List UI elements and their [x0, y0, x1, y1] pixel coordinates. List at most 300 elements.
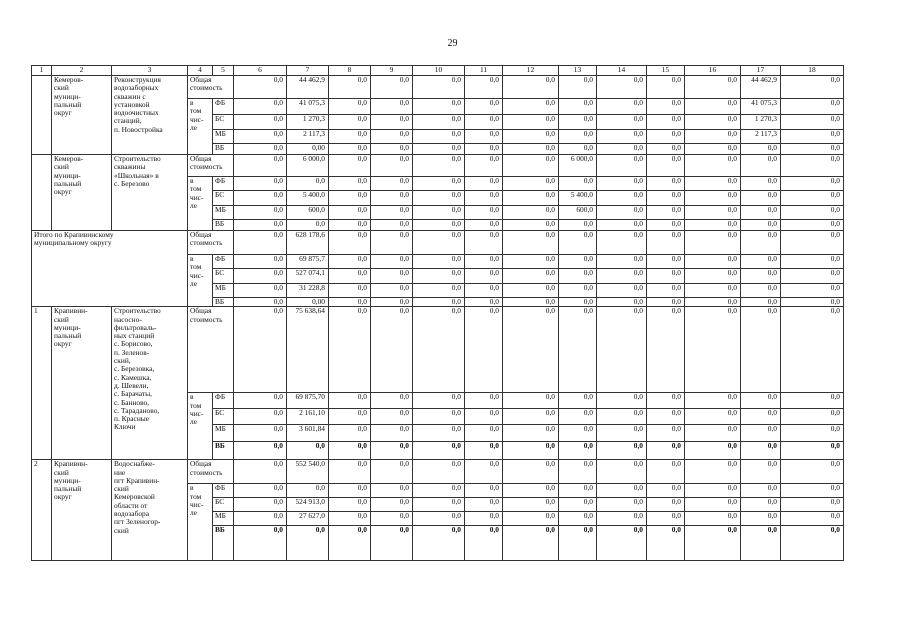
value-cell: 0,0 — [781, 231, 844, 255]
source-code: МБ — [213, 512, 234, 526]
value-cell: 0,0 — [597, 298, 647, 307]
value-cell: 0,0 — [741, 284, 781, 298]
value-cell: 0,0 — [559, 409, 597, 425]
value-cell: 0,0 — [371, 144, 413, 155]
value-cell: 0,0 — [371, 76, 413, 99]
project-description: Водоснабже- ние пгт Крапивин- ский Кемеровской области от водозабора пгт Зеленогор- ский — [112, 460, 188, 561]
value-cell: 0,0 — [234, 231, 287, 255]
value-cell: 0,0 — [503, 425, 559, 442]
value-cell: 0,0 — [685, 115, 741, 130]
value-cell: 0,0 — [741, 144, 781, 155]
value-cell: 0,0 — [465, 130, 503, 144]
value-cell: 0,0 — [234, 307, 287, 393]
value-cell: 0,0 — [559, 99, 597, 115]
value-cell: 0,0 — [465, 307, 503, 393]
value-cell: 0,0 — [741, 498, 781, 512]
value-cell: 0,0 — [597, 409, 647, 425]
value-cell: 0,0 — [465, 269, 503, 284]
value-cell: 0,0 — [741, 231, 781, 255]
source-code: МБ — [213, 425, 234, 442]
source-code: ВБ — [213, 442, 234, 460]
source-code: ВБ — [213, 220, 234, 231]
value-cell: 0,0 — [287, 442, 329, 460]
value-cell: 0,0 — [413, 512, 465, 526]
value-cell: 0,0 — [559, 460, 597, 484]
value-cell: 0,0 — [371, 99, 413, 115]
value-cell: 0,0 — [685, 220, 741, 231]
value-cell: 0,0 — [465, 206, 503, 220]
incl-label: в том чис- ле — [188, 484, 213, 561]
incl-label: в том чис- ле — [188, 99, 213, 155]
value-cell: 0,0 — [781, 484, 844, 498]
value-cell: 0,0 — [465, 99, 503, 115]
column-header: 5 — [213, 66, 234, 76]
value-cell: 0,0 — [234, 255, 287, 269]
value-cell: 0,0 — [741, 484, 781, 498]
value-cell: 0,0 — [371, 498, 413, 512]
value-cell: 2 161,10 — [287, 409, 329, 425]
source-code: ФБ — [213, 393, 234, 409]
value-cell: 0,0 — [741, 298, 781, 307]
value-cell: 0,0 — [329, 498, 371, 512]
value-cell: 41 075,3 — [287, 99, 329, 115]
incl-label: в том чис- ле — [188, 177, 213, 231]
value-cell: 0,0 — [234, 498, 287, 512]
total-label: Общая стоимость — [188, 76, 234, 99]
source-code: МБ — [213, 206, 234, 220]
value-cell: 0,0 — [234, 284, 287, 298]
value-cell: 0,0 — [597, 115, 647, 130]
source-code: БС — [213, 191, 234, 206]
value-cell: 0,0 — [371, 255, 413, 269]
value-cell: 0,0 — [685, 498, 741, 512]
value-cell: 0,0 — [559, 512, 597, 526]
value-cell: 0,0 — [559, 76, 597, 99]
value-cell: 0,0 — [741, 269, 781, 284]
value-cell: 0,0 — [685, 255, 741, 269]
value-cell: 0,0 — [329, 130, 371, 144]
value-cell: 0,0 — [781, 442, 844, 460]
value-cell: 0,0 — [647, 284, 685, 298]
value-cell: 0,0 — [503, 99, 559, 115]
column-header: 15 — [647, 66, 685, 76]
value-cell: 2 117,3 — [741, 130, 781, 144]
value-cell: 0,0 — [647, 512, 685, 526]
budget-table — [31, 65, 844, 561]
value-cell: 0,0 — [597, 512, 647, 526]
value-cell: 0,0 — [597, 231, 647, 255]
page-number: 29 — [447, 38, 458, 49]
value-cell: 0,0 — [741, 526, 781, 561]
value-cell: 0,0 — [465, 393, 503, 409]
value-cell: 0,0 — [465, 442, 503, 460]
value-cell: 0,0 — [741, 512, 781, 526]
value-cell: 0,0 — [647, 130, 685, 144]
incl-label: в том чис- ле — [188, 393, 213, 460]
value-cell: 0,0 — [503, 409, 559, 425]
value-cell: 0,0 — [647, 76, 685, 99]
value-cell: 0,0 — [741, 393, 781, 409]
value-cell: 0,00 — [287, 298, 329, 307]
value-cell: 0,0 — [465, 76, 503, 99]
value-cell: 69 875,7 — [287, 255, 329, 269]
value-cell: 0,0 — [234, 191, 287, 206]
column-header: 4 — [188, 66, 213, 76]
source-code: ФБ — [213, 255, 234, 269]
value-cell: 0,0 — [685, 231, 741, 255]
value-cell: 2 117,3 — [287, 130, 329, 144]
value-cell: 0,0 — [597, 206, 647, 220]
value-cell: 0,0 — [329, 255, 371, 269]
value-cell: 0,0 — [647, 220, 685, 231]
value-cell: 0,0 — [741, 177, 781, 191]
value-cell: 0,0 — [685, 269, 741, 284]
value-cell: 0,0 — [559, 269, 597, 284]
value-cell: 5 400,0 — [559, 191, 597, 206]
value-cell: 0,0 — [685, 206, 741, 220]
value-cell: 41 075,3 — [741, 99, 781, 115]
source-code: ВБ — [213, 526, 234, 561]
source-code: ФБ — [213, 177, 234, 191]
value-cell: 0,0 — [647, 155, 685, 177]
value-cell: 0,0 — [234, 177, 287, 191]
value-cell: 0,0 — [647, 526, 685, 561]
value-cell: 0,0 — [685, 155, 741, 177]
value-cell: 0,0 — [413, 526, 465, 561]
column-header: 14 — [597, 66, 647, 76]
value-cell: 0,0 — [329, 155, 371, 177]
value-cell: 0,0 — [685, 284, 741, 298]
value-cell: 0,0 — [597, 130, 647, 144]
value-cell: 0,0 — [503, 498, 559, 512]
value-cell: 0,0 — [685, 298, 741, 307]
value-cell: 0,0 — [559, 115, 597, 130]
value-cell: 0,0 — [234, 512, 287, 526]
value-cell: 0,0 — [234, 425, 287, 442]
value-cell: 0,0 — [413, 298, 465, 307]
value-cell: 0,0 — [371, 526, 413, 561]
value-cell: 0,0 — [413, 425, 465, 442]
value-cell: 0,0 — [647, 115, 685, 130]
column-header: 7 — [287, 66, 329, 76]
value-cell: 0,0 — [781, 220, 844, 231]
value-cell: 0,0 — [413, 76, 465, 99]
column-header: 2 — [52, 66, 112, 76]
column-header: 16 — [685, 66, 741, 76]
value-cell: 0,0 — [781, 284, 844, 298]
column-header: 3 — [112, 66, 188, 76]
municipality-name: Кемеров- ский муници- пальный округ — [52, 155, 112, 231]
project-description: Строительство скважины «Школьная» в с. Березово — [112, 155, 188, 231]
row-number: 1 — [32, 307, 52, 460]
value-cell: 6 000,0 — [559, 155, 597, 177]
value-cell: 0,0 — [781, 526, 844, 561]
value-cell: 0,0 — [413, 498, 465, 512]
value-cell: 0,0 — [371, 409, 413, 425]
value-cell: 0,0 — [371, 512, 413, 526]
row-number: 2 — [32, 460, 52, 561]
value-cell: 0,0 — [781, 155, 844, 177]
value-cell: 0,0 — [647, 177, 685, 191]
value-cell: 0,0 — [647, 255, 685, 269]
value-cell: 0,0 — [329, 484, 371, 498]
value-cell: 0,0 — [597, 425, 647, 442]
source-code: ФБ — [213, 484, 234, 498]
table-row — [32, 307, 844, 393]
value-cell: 0,0 — [234, 484, 287, 498]
project-description: Реконструкция водозаборных скважин с установкой водоочистных станций, п. Новостройка — [112, 76, 188, 155]
value-cell: 0,0 — [685, 99, 741, 115]
value-cell: 0,0 — [597, 76, 647, 99]
value-cell: 0,0 — [647, 298, 685, 307]
value-cell: 0,0 — [559, 425, 597, 442]
value-cell: 0,0 — [503, 307, 559, 393]
value-cell: 552 540,0 — [287, 460, 329, 484]
municipality-name: Крапивин- ский муници- пальный округ — [52, 307, 112, 460]
value-cell: 0,0 — [234, 206, 287, 220]
value-cell: 0,0 — [371, 155, 413, 177]
municipality-name: Крапивин- ский муници- пальный округ — [52, 460, 112, 561]
value-cell: 27 627,0 — [287, 512, 329, 526]
value-cell: 0,0 — [781, 76, 844, 99]
column-header: 6 — [234, 66, 287, 76]
table-row — [32, 460, 844, 484]
value-cell: 0,0 — [685, 130, 741, 144]
value-cell: 6 000,0 — [287, 155, 329, 177]
value-cell: 0,0 — [234, 269, 287, 284]
value-cell: 0,0 — [503, 298, 559, 307]
value-cell: 0,0 — [234, 130, 287, 144]
value-cell: 0,0 — [503, 76, 559, 99]
value-cell: 0,0 — [371, 298, 413, 307]
value-cell: 0,0 — [597, 484, 647, 498]
value-cell: 0,0 — [329, 99, 371, 115]
value-cell: 0,0 — [287, 220, 329, 231]
table-row — [32, 66, 844, 76]
value-cell: 0,0 — [329, 115, 371, 130]
value-cell: 524 913,0 — [287, 498, 329, 512]
value-cell: 0,0 — [597, 269, 647, 284]
value-cell: 0,0 — [329, 144, 371, 155]
value-cell: 0,0 — [503, 393, 559, 409]
value-cell: 0,0 — [685, 425, 741, 442]
value-cell: 0,0 — [465, 484, 503, 498]
value-cell: 0,0 — [597, 220, 647, 231]
column-header: 17 — [741, 66, 781, 76]
source-code: БС — [213, 269, 234, 284]
value-cell: 0,0 — [371, 177, 413, 191]
value-cell: 0,0 — [371, 231, 413, 255]
value-cell: 0,0 — [741, 220, 781, 231]
value-cell: 0,0 — [329, 191, 371, 206]
value-cell: 0,0 — [503, 269, 559, 284]
value-cell: 0,0 — [647, 425, 685, 442]
value-cell: 0,0 — [647, 206, 685, 220]
value-cell: 0,0 — [413, 460, 465, 484]
value-cell: 0,0 — [503, 526, 559, 561]
value-cell: 0,0 — [413, 409, 465, 425]
value-cell: 0,0 — [234, 442, 287, 460]
value-cell: 0,0 — [503, 155, 559, 177]
value-cell: 0,0 — [559, 498, 597, 512]
value-cell: 0,0 — [329, 409, 371, 425]
project-description: Строительство насосно- фильтроваль- ных станций с. Борисово, п. Зеленов- ский, с. Березовка, с. Камешка, д. Шевели, с. Барачаты, с. Банново, с. Тараданово, п. Красные Ключи — [112, 307, 188, 460]
table-row — [32, 155, 844, 177]
value-cell: 0,0 — [329, 393, 371, 409]
value-cell: 0,0 — [741, 206, 781, 220]
value-cell: 44 462,9 — [287, 76, 329, 99]
value-cell: 0,0 — [685, 409, 741, 425]
table-row — [32, 231, 844, 255]
value-cell: 0,0 — [234, 99, 287, 115]
value-cell: 0,0 — [741, 191, 781, 206]
value-cell: 0,0 — [503, 144, 559, 155]
value-cell: 0,0 — [234, 298, 287, 307]
value-cell: 0,0 — [597, 498, 647, 512]
value-cell: 0,0 — [597, 255, 647, 269]
source-code: БС — [213, 409, 234, 425]
value-cell: 0,0 — [559, 231, 597, 255]
value-cell: 0,0 — [329, 284, 371, 298]
value-cell: 0,0 — [559, 130, 597, 144]
value-cell: 0,0 — [371, 130, 413, 144]
value-cell: 0,0 — [647, 498, 685, 512]
value-cell: 0,0 — [465, 526, 503, 561]
value-cell: 0,0 — [781, 115, 844, 130]
column-header: 10 — [413, 66, 465, 76]
value-cell: 0,0 — [685, 460, 741, 484]
value-cell: 0,0 — [465, 144, 503, 155]
value-cell: 0,0 — [685, 484, 741, 498]
value-cell: 0,0 — [465, 177, 503, 191]
value-cell: 0,0 — [559, 442, 597, 460]
value-cell: 0,0 — [503, 130, 559, 144]
source-code: ВБ — [213, 144, 234, 155]
value-cell: 0,0 — [647, 307, 685, 393]
value-cell: 0,0 — [647, 393, 685, 409]
value-cell: 0,0 — [685, 76, 741, 99]
value-cell: 0,0 — [287, 526, 329, 561]
value-cell: 0,0 — [329, 76, 371, 99]
value-cell: 0,0 — [329, 307, 371, 393]
value-cell: 0,0 — [559, 307, 597, 393]
value-cell: 0,0 — [413, 255, 465, 269]
value-cell: 0,0 — [559, 255, 597, 269]
value-cell: 0,0 — [413, 307, 465, 393]
value-cell: 0,0 — [234, 144, 287, 155]
value-cell: 0,0 — [413, 115, 465, 130]
value-cell: 0,0 — [329, 512, 371, 526]
value-cell: 0,0 — [597, 144, 647, 155]
table-row — [32, 76, 844, 99]
value-cell: 0,0 — [559, 484, 597, 498]
value-cell: 0,0 — [465, 255, 503, 269]
value-cell: 0,0 — [559, 298, 597, 307]
value-cell: 0,0 — [741, 425, 781, 442]
value-cell: 69 875,70 — [287, 393, 329, 409]
value-cell: 0,0 — [413, 442, 465, 460]
value-cell: 0,0 — [597, 442, 647, 460]
value-cell: 0,0 — [647, 484, 685, 498]
value-cell: 0,0 — [413, 177, 465, 191]
value-cell: 0,0 — [781, 99, 844, 115]
value-cell: 0,0 — [371, 393, 413, 409]
value-cell: 0,0 — [413, 284, 465, 298]
value-cell: 0,0 — [465, 284, 503, 298]
value-cell: 0,0 — [465, 512, 503, 526]
column-header: 13 — [559, 66, 597, 76]
value-cell: 0,0 — [503, 220, 559, 231]
value-cell: 0,0 — [234, 76, 287, 99]
value-cell: 0,0 — [597, 191, 647, 206]
value-cell: 0,0 — [465, 191, 503, 206]
value-cell: 0,0 — [685, 526, 741, 561]
value-cell: 0,0 — [685, 307, 741, 393]
value-cell: 1 270,3 — [741, 115, 781, 130]
value-cell: 0,0 — [781, 498, 844, 512]
source-code: БС — [213, 498, 234, 512]
value-cell: 0,0 — [781, 512, 844, 526]
source-code: ФБ — [213, 99, 234, 115]
value-cell: 0,0 — [559, 177, 597, 191]
value-cell: 0,0 — [503, 484, 559, 498]
value-cell: 0,0 — [781, 177, 844, 191]
source-code: БС — [213, 115, 234, 130]
value-cell: 0,0 — [413, 269, 465, 284]
value-cell: 0,0 — [685, 191, 741, 206]
column-header: 1 — [32, 66, 52, 76]
value-cell: 0,0 — [597, 284, 647, 298]
value-cell: 0,0 — [647, 442, 685, 460]
value-cell: 0,0 — [781, 206, 844, 220]
value-cell: 0,0 — [503, 442, 559, 460]
value-cell: 0,0 — [781, 307, 844, 393]
value-cell: 0,00 — [287, 144, 329, 155]
value-cell: 527 074,1 — [287, 269, 329, 284]
value-cell: 1 270,3 — [287, 115, 329, 130]
value-cell: 0,0 — [371, 460, 413, 484]
value-cell: 0,0 — [781, 393, 844, 409]
value-cell: 0,0 — [685, 177, 741, 191]
value-cell: 0,0 — [413, 484, 465, 498]
value-cell: 0,0 — [597, 99, 647, 115]
value-cell: 5 400,0 — [287, 191, 329, 206]
value-cell: 0,0 — [781, 425, 844, 442]
value-cell: 0,0 — [234, 460, 287, 484]
value-cell: 0,0 — [503, 231, 559, 255]
value-cell: 0,0 — [329, 425, 371, 442]
value-cell: 0,0 — [503, 191, 559, 206]
column-header: 18 — [781, 66, 844, 76]
incl-label: в том чис- ле — [188, 255, 213, 307]
value-cell: 0,0 — [329, 206, 371, 220]
value-cell: 0,0 — [597, 393, 647, 409]
value-cell: 44 462,9 — [741, 76, 781, 99]
column-header: 12 — [503, 66, 559, 76]
value-cell: 0,0 — [781, 130, 844, 144]
value-cell: 0,0 — [741, 409, 781, 425]
value-cell: 0,0 — [559, 144, 597, 155]
value-cell: 0,0 — [741, 307, 781, 393]
value-cell: 0,0 — [465, 409, 503, 425]
value-cell: 0,0 — [781, 191, 844, 206]
value-cell: 0,0 — [371, 307, 413, 393]
value-cell: 0,0 — [371, 425, 413, 442]
value-cell: 0,0 — [234, 393, 287, 409]
value-cell: 0,0 — [597, 307, 647, 393]
source-code: МБ — [213, 284, 234, 298]
value-cell: 0,0 — [234, 409, 287, 425]
